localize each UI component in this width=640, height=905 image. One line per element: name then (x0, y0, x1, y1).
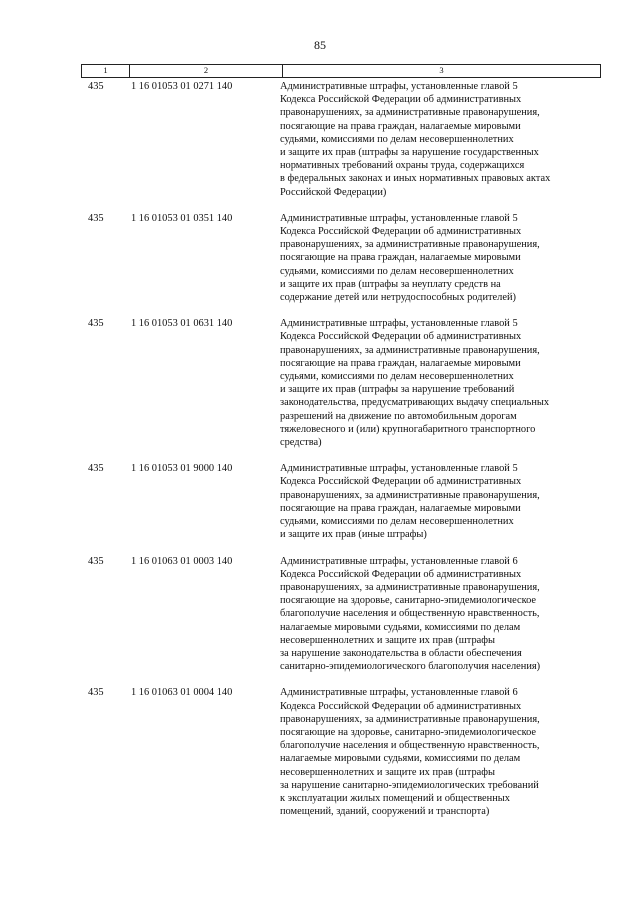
kbk-code-cell: 1 16 01053 01 0631 140 (131, 318, 233, 330)
admin-code-cell: 435 (88, 212, 104, 224)
description-line: правонарушениях, за административные правонарушения, (280, 239, 540, 251)
description-line: к эксплуатации жилых помещений и общественных (280, 792, 510, 804)
description-line: посягающие на здоровье, санитарно-эпидемиологическое (280, 726, 537, 738)
table-body (81, 80, 601, 818)
description-line: и защите их прав (штрафы за нарушение государственных (280, 147, 539, 159)
description-line: Административные штрафы, установленные главой 5 (280, 212, 518, 224)
description-line: и защите их прав (иные штрафы) (280, 529, 427, 541)
description-line: посягающие на права граждан, налагаемые мировыми (280, 120, 521, 132)
description-line: Административные штрафы, установленные главой 6 (280, 555, 518, 567)
description-line: Административные штрафы, установленные главой 6 (280, 687, 518, 699)
column-header-2: 2 (130, 65, 283, 77)
admin-code-cell: 435 (88, 555, 104, 567)
description-line: налагаемые мировыми судьями, комиссиями по делам (280, 753, 521, 765)
description-line: Кодекса Российской Федерации об административных (280, 226, 522, 238)
description-line: Кодекса Российской Федерации об административных (280, 568, 522, 580)
table-row (81, 212, 601, 304)
description-line: судьями, комиссиями по делам несовершеннолетних (280, 516, 514, 528)
description-line: Кодекса Российской Федерации об административных (280, 700, 522, 712)
description-line: Административные штрафы, установленные главой 5 (280, 81, 518, 92)
description-line: тяжеловесного и (или) крупногабаритного транспортного (280, 423, 536, 435)
table-row (81, 80, 601, 199)
description-line: Кодекса Российской Федерации об административных (280, 94, 522, 106)
admin-code-cell: 435 (88, 687, 104, 699)
column-header-3: 3 (439, 65, 444, 75)
description-line: и защите их прав (штрафы за неуплату средств на (280, 278, 501, 290)
description-line: судьями, комиссиями по делам несовершеннолетних (280, 371, 514, 383)
description-line: за нарушение законодательства в области обеспечения (280, 647, 522, 659)
description-line: правонарушениях, за административные правонарушения, (280, 581, 540, 593)
description-line: правонарушениях, за административные правонарушения, (280, 713, 540, 725)
page-number: 85 (314, 38, 326, 52)
description-line: правонарушениях, за административные правонарушения, (280, 344, 540, 356)
table-row (81, 686, 601, 818)
revenue-codes-table (81, 64, 601, 831)
column-header-1: 1 (82, 65, 130, 77)
description-line: посягающие на права граждан, налагаемые мировыми (280, 252, 521, 264)
description-line: Кодекса Российской Федерации об административных (280, 331, 522, 343)
description-line: Кодекса Российской Федерации об административных (280, 476, 522, 488)
admin-code-cell: 435 (88, 81, 104, 92)
description-line: судьями, комиссиями по делам несовершеннолетних (280, 265, 514, 277)
description-line: в федеральных законах и иных нормативных правовых актах (280, 173, 551, 185)
description-cell (280, 212, 601, 304)
admin-code-cell: 435 (88, 318, 104, 330)
table-row (81, 555, 601, 674)
description-line: средства) (280, 437, 322, 449)
description-line: налагаемые мировыми судьями, комиссиями по делам (280, 621, 521, 633)
kbk-code-cell: 1 16 01053 01 0271 140 (131, 81, 233, 92)
description-line: помещений, зданий, сооружений и транспорта) (280, 806, 490, 818)
table-header-row (81, 64, 601, 78)
description-line: Административные штрафы, установленные главой 5 (280, 318, 518, 330)
description-line: правонарушениях, за административные правонарушения, (280, 489, 540, 501)
kbk-code-cell: 1 16 01053 01 0351 140 (131, 212, 233, 224)
description-line: и защите их прав (штрафы за нарушение требований (280, 384, 515, 396)
description-line: судьями, комиссиями по делам несовершеннолетних (280, 133, 514, 145)
description-line: правонарушениях, за административные правонарушения, (280, 107, 540, 119)
description-line: содержание детей или нетрудоспособных родителей) (280, 292, 516, 304)
description-cell (280, 555, 601, 674)
description-line: посягающие на права граждан, налагаемые мировыми (280, 357, 521, 369)
description-line: посягающие на здоровье, санитарно-эпидемиологическое (280, 595, 537, 607)
description-line: несовершеннолетних и защите их прав (штрафы (280, 766, 495, 778)
description-cell (280, 80, 601, 199)
description-line: санитарно-эпидемиологического благополучия населения) (280, 661, 541, 673)
kbk-code-cell: 1 16 01063 01 0003 140 (131, 555, 233, 567)
description-line: за нарушение санитарно-эпидемиологических требований (280, 779, 539, 791)
description-cell (280, 686, 601, 818)
description-line: Административные штрафы, установленные главой 5 (280, 463, 518, 475)
description-line: благополучие населения и общественную нравственность, (280, 608, 540, 620)
description-line: несовершеннолетних и защите их прав (штрафы (280, 634, 495, 646)
description-cell (280, 462, 601, 541)
description-line: разрешений на движение по автомобильным дорогам (280, 410, 517, 422)
kbk-code-cell: 1 16 01053 01 9000 140 (131, 463, 233, 475)
description-line: Российской Федерации) (280, 186, 387, 198)
description-line: благополучие населения и общественную нравственность, (280, 740, 540, 752)
description-line: посягающие на права граждан, налагаемые мировыми (280, 502, 521, 514)
table-row (81, 317, 601, 449)
description-line: законодательства, предусматривающих выдачу специальных (280, 397, 550, 409)
admin-code-cell: 435 (88, 463, 104, 475)
kbk-code-cell: 1 16 01063 01 0004 140 (131, 687, 233, 699)
description-line: нормативных требований охраны труда, содержащихся (280, 160, 525, 172)
description-cell (280, 317, 601, 449)
table-row (81, 462, 601, 541)
